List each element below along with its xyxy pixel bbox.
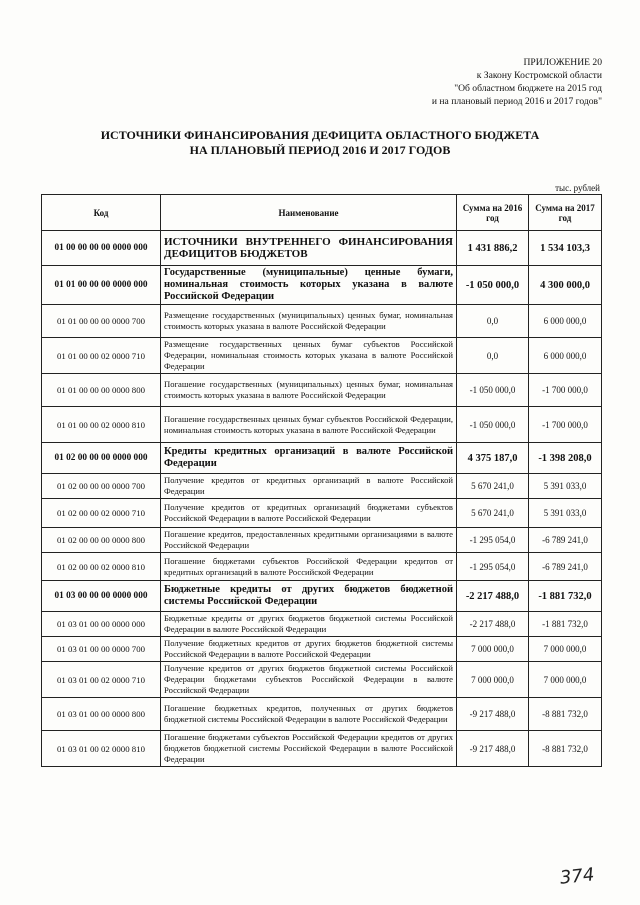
row-sum-2016: -9 217 488,0 <box>457 698 529 731</box>
table-row <box>42 305 602 338</box>
row-sum-2017: 1 534 103,3 <box>529 231 602 266</box>
row-code: 01 03 01 00 00 0000 700 <box>42 637 161 662</box>
table-row <box>42 637 602 662</box>
table-row <box>42 612 602 637</box>
table-header-row <box>42 195 602 231</box>
document-title <box>60 128 580 158</box>
table-row <box>42 553 602 581</box>
row-name: Погашение государственных ценных бумаг субъектов Российской Федерации, номинальная стоимость которых указана в валюте Российской Федерации <box>161 407 457 443</box>
row-name: Погашение кредитов, предоставленных кредитными организациями в валюте Российской Федерации <box>161 528 457 553</box>
row-name: Бюджетные кредиты от других бюджетов бюджетной системы Российской Федерации в валюте Российской Федерации <box>161 612 457 637</box>
row-code: 01 03 00 00 00 0000 000 <box>42 581 161 612</box>
row-code: 01 03 01 00 00 0000 800 <box>42 698 161 731</box>
row-code: 01 00 00 00 00 0000 000 <box>42 231 161 266</box>
row-code: 01 01 00 00 02 0000 810 <box>42 407 161 443</box>
row-sum-2017: -8 881 732,0 <box>529 731 602 767</box>
row-name: Погашение бюджетами субъектов Российской Федерации кредитов от других бюджетов бюджетной системы Российской Федерации в валюте Российской Федерации <box>161 731 457 767</box>
header-name: Наименование <box>161 195 457 231</box>
table-row <box>42 231 602 266</box>
row-code: 01 02 00 00 00 0000 000 <box>42 443 161 474</box>
row-code: 01 03 01 00 02 0000 710 <box>42 662 161 698</box>
row-sum-2016: 0,0 <box>457 338 529 374</box>
table-row <box>42 698 602 731</box>
table-row <box>42 266 602 305</box>
table-row <box>42 374 602 407</box>
row-name: Бюджетные кредиты от других бюджетов бюджетной системы Российской Федерации <box>161 581 457 612</box>
row-code: 01 01 00 00 00 0000 700 <box>42 305 161 338</box>
table-row <box>42 581 602 612</box>
row-sum-2017: -6 789 241,0 <box>529 528 602 553</box>
table-row <box>42 474 602 499</box>
financing-sources-table <box>41 194 602 767</box>
title-line-1: ИСТОЧНИКИ ФИНАНСИРОВАНИЯ ДЕФИЦИТА ОБЛАСТНОГО БЮДЖЕТА <box>100 128 540 142</box>
row-name: Кредиты кредитных организаций в валюте Российской Федерации <box>161 443 457 474</box>
row-name: Погашение государственных (муниципальных) ценных бумаг, номинальная стоимость которых указана в валюте Российской Федерации <box>161 374 457 407</box>
row-sum-2016: -1 050 000,0 <box>457 407 529 443</box>
row-name: Получение кредитов от кредитных организаций в валюте Российской Федерации <box>161 474 457 499</box>
row-code: 01 02 00 00 02 0000 710 <box>42 499 161 528</box>
table-row <box>42 407 602 443</box>
row-code: 01 02 00 00 02 0000 810 <box>42 553 161 581</box>
row-sum-2017: 6 000 000,0 <box>529 305 602 338</box>
row-sum-2017: -8 881 732,0 <box>529 698 602 731</box>
row-sum-2016: -2 217 488,0 <box>457 612 529 637</box>
row-sum-2017: 5 391 033,0 <box>529 499 602 528</box>
row-sum-2017: -1 398 208,0 <box>529 443 602 474</box>
header-sum-2016: Сумма на 2016 год <box>457 195 529 231</box>
appendix-line: "Об областном бюджете на 2015 год <box>454 83 602 94</box>
row-sum-2016: -9 217 488,0 <box>457 731 529 767</box>
row-sum-2016: 1 431 886,2 <box>457 231 529 266</box>
row-sum-2017: 5 391 033,0 <box>529 474 602 499</box>
table-row <box>42 731 602 767</box>
appendix-line: ПРИЛОЖЕНИЕ 20 <box>523 57 602 68</box>
row-sum-2016: -1 295 054,0 <box>457 553 529 581</box>
row-code: 01 01 00 00 00 0000 800 <box>42 374 161 407</box>
table-row <box>42 443 602 474</box>
row-code: 01 02 00 00 00 0000 700 <box>42 474 161 499</box>
row-sum-2017: 7 000 000,0 <box>529 637 602 662</box>
row-name: Получение бюджетных кредитов от других бюджетов бюджетной системы Российской Федерации в валюте Российской Федерации <box>161 637 457 662</box>
table-row <box>42 528 602 553</box>
row-name: Размещение государственных ценных бумаг субъектов Российской Федерации, номинальная стоимость которых указана в валюте Российской Федерации <box>161 338 457 374</box>
row-name: Получение кредитов от других бюджетов бюджетной системы Российской Федерации бюджетами субъектов Российской Федерации в валюте Российской Федерации <box>161 662 457 698</box>
row-code: 01 02 00 00 00 0000 800 <box>42 528 161 553</box>
row-sum-2016: -1 295 054,0 <box>457 528 529 553</box>
row-sum-2016: -2 217 488,0 <box>457 581 529 612</box>
row-sum-2017: -6 789 241,0 <box>529 553 602 581</box>
row-sum-2017: -1 881 732,0 <box>529 581 602 612</box>
row-sum-2017: -1 700 000,0 <box>529 374 602 407</box>
row-code: 01 01 00 00 00 0000 000 <box>42 266 161 305</box>
row-name: Погашение бюджетных кредитов, полученных от других бюджетов бюджетной системы Российской Федерации в валюте Российской Федерации <box>161 698 457 731</box>
row-name: ИСТОЧНИКИ ВНУТРЕННЕГО ФИНАНСИРОВАНИЯ ДЕФИЦИТОВ БЮДЖЕТОВ <box>161 231 457 266</box>
header-code: Код <box>42 195 161 231</box>
row-sum-2016: 5 670 241,0 <box>457 474 529 499</box>
row-sum-2017: 4 300 000,0 <box>529 266 602 305</box>
row-code: 01 01 00 00 02 0000 710 <box>42 338 161 374</box>
unit-label: тыс. рублей <box>555 183 600 193</box>
row-sum-2016: -1 050 000,0 <box>457 266 529 305</box>
table-body <box>42 231 602 767</box>
row-name: Получение кредитов от кредитных организаций бюджетами субъектов Российской Федерации в валюте Российской Федерации <box>161 499 457 528</box>
row-sum-2017: -1 700 000,0 <box>529 407 602 443</box>
table-row <box>42 499 602 528</box>
row-sum-2017: 7 000 000,0 <box>529 662 602 698</box>
row-name: Государственные (муниципальные) ценные бумаги, номинальная стоимость которых указана в валюте Российской Федерации <box>161 266 457 305</box>
row-name: Погашение бюджетами субъектов Российской Федерации кредитов от кредитных организаций в валюте Российской Федерации <box>161 553 457 581</box>
header-sum-2017: Сумма на 2017 год <box>529 195 602 231</box>
row-code: 01 03 01 00 00 0000 000 <box>42 612 161 637</box>
table-row <box>42 662 602 698</box>
title-line-2: НА ПЛАНОВЫЙ ПЕРИОД 2016 И 2017 ГОДОВ <box>189 143 451 157</box>
row-sum-2016: 7 000 000,0 <box>457 662 529 698</box>
row-sum-2016: 5 670 241,0 <box>457 499 529 528</box>
row-sum-2017: 6 000 000,0 <box>529 338 602 374</box>
appendix-line: и на плановый период 2016 и 2017 годов" <box>431 96 602 107</box>
row-sum-2016: 7 000 000,0 <box>457 637 529 662</box>
row-sum-2016: 4 375 187,0 <box>457 443 529 474</box>
appendix-line: к Закону Костромской области <box>476 70 602 81</box>
row-code: 01 03 01 00 02 0000 810 <box>42 731 161 767</box>
row-name: Размещение государственных (муниципальных) ценных бумаг, номинальная стоимость которых указана в валюте Российской Федерации <box>161 305 457 338</box>
page-number: 374 <box>558 864 596 889</box>
row-sum-2016: 0,0 <box>457 305 529 338</box>
appendix-header <box>302 56 602 108</box>
row-sum-2016: -1 050 000,0 <box>457 374 529 407</box>
table-row <box>42 338 602 374</box>
row-sum-2017: -1 881 732,0 <box>529 612 602 637</box>
